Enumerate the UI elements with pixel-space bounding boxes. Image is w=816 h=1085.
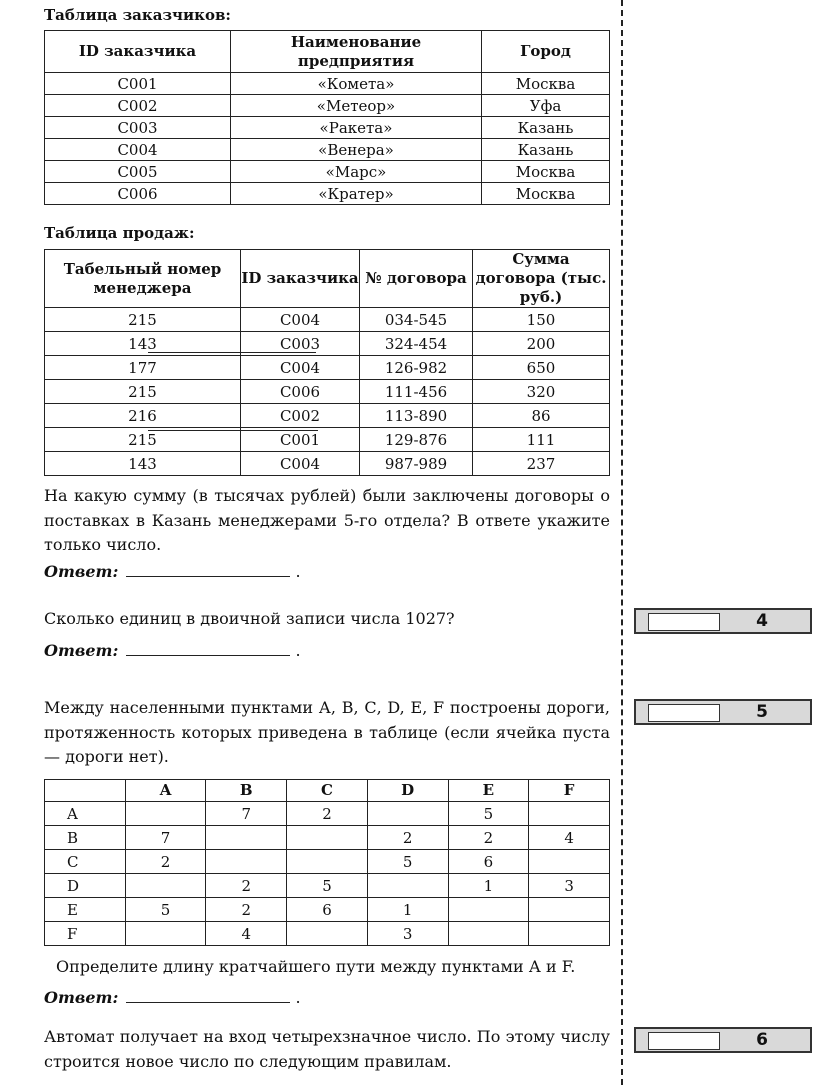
sales-cell: С003 (241, 332, 360, 356)
roads-cell: 6 (287, 898, 368, 922)
sales-cell: С004 (241, 452, 360, 476)
roads-cell: 7 (206, 802, 287, 826)
margin-divider (621, 0, 623, 1085)
sales-header-row (45, 250, 610, 308)
roads-header-cell: B (206, 780, 287, 802)
sales-header-cell: Сумма договора (тыс. руб.) (473, 250, 610, 308)
sales-cell: 111 (473, 428, 610, 452)
sales-row (45, 308, 610, 332)
sales-table-title: Таблица продаж: (44, 224, 195, 242)
customers-row (45, 183, 610, 205)
answer-box-5[interactable] (634, 699, 812, 725)
roads-cell: 2 (287, 802, 368, 826)
roads-header-row (45, 780, 610, 802)
question-3-answer: Ответ: . (44, 562, 301, 581)
roads-row (45, 826, 610, 850)
sales-table (44, 249, 610, 476)
customers-cell: «Ракета» (231, 117, 482, 139)
roads-cell (529, 802, 610, 826)
roads-cell (529, 898, 610, 922)
customers-cell: «Марс» (231, 161, 482, 183)
customers-cell: С005 (45, 161, 231, 183)
roads-header-cell: F (529, 780, 610, 802)
roads-cell (287, 826, 368, 850)
roads-cell: 2 (448, 826, 529, 850)
roads-cell (287, 850, 368, 874)
sales-cell: 86 (473, 404, 610, 428)
roads-cell: E (45, 898, 126, 922)
roads-cell (367, 802, 448, 826)
roads-cell: 3 (529, 874, 610, 898)
sales-cell: 034-545 (360, 308, 473, 332)
customers-cell: С003 (45, 117, 231, 139)
sales-cell: 143 (45, 452, 241, 476)
answer-box-field[interactable] (648, 1032, 720, 1050)
answer-box-field[interactable] (648, 613, 720, 631)
sales-row (45, 332, 610, 356)
question-4-answer: Ответ: . (44, 641, 301, 660)
roads-header-cell: C (287, 780, 368, 802)
customers-row (45, 117, 610, 139)
customers-row (45, 95, 610, 117)
customers-cell: «Кратер» (231, 183, 482, 205)
customers-row (45, 161, 610, 183)
roads-row (45, 874, 610, 898)
roads-cell: 2 (206, 898, 287, 922)
customers-cell: Москва (482, 73, 610, 95)
sales-cell: 215 (45, 380, 241, 404)
roads-cell: 2 (125, 850, 206, 874)
roads-cell: 5 (448, 802, 529, 826)
sales-cell: С002 (241, 404, 360, 428)
roads-cell: 4 (206, 922, 287, 946)
roads-cell: 4 (529, 826, 610, 850)
answer-label: Ответ: (44, 562, 119, 581)
customers-table-title: Таблица заказчиков: (44, 6, 231, 24)
roads-row (45, 850, 610, 874)
answer-label: Ответ: (44, 641, 119, 660)
question-5-question: Определите длину кратчайшего пути между пунктами А и F. (56, 957, 576, 976)
roads-header-cell: A (125, 780, 206, 802)
task-number: 4 (756, 611, 768, 631)
sales-cell: 215 (45, 428, 241, 452)
roads-cell (529, 922, 610, 946)
sales-cell: 177 (45, 356, 241, 380)
roads-cell (206, 826, 287, 850)
sales-row (45, 452, 610, 476)
roads-cell: 1 (448, 874, 529, 898)
sales-cell: 113-890 (360, 404, 473, 428)
sales-cell: 650 (473, 356, 610, 380)
sales-cell: 111-456 (360, 380, 473, 404)
roads-cell: 5 (367, 850, 448, 874)
roads-cell (125, 874, 206, 898)
customers-cell: С002 (45, 95, 231, 117)
sales-cell: 215 (45, 308, 241, 332)
sales-header-cell: № договора (360, 250, 473, 308)
question-5-answer: Ответ: . (44, 988, 301, 1007)
customers-cell: Уфа (482, 95, 610, 117)
question-6-text: Автомат получает на вход четырехзначное число. По этому числу строится новое число по следующим правилам. (44, 1027, 610, 1071)
sales-row (45, 380, 610, 404)
answer-box-6[interactable] (634, 1027, 812, 1053)
roads-cell: B (45, 826, 126, 850)
answer-input-line[interactable] (126, 562, 290, 577)
sales-cell: 324-454 (360, 332, 473, 356)
customers-header-cell: Наименование предприятия (231, 31, 482, 73)
customers-header-row (45, 31, 610, 73)
roads-cell (367, 874, 448, 898)
roads-cell: 3 (367, 922, 448, 946)
customers-cell: «Комета» (231, 73, 482, 95)
customers-cell: «Венера» (231, 139, 482, 161)
roads-cell: A (45, 802, 126, 826)
sales-cell: С001 (241, 428, 360, 452)
answer-box-4[interactable] (634, 608, 812, 634)
sales-header-cell: Табельный номер менеджера (45, 250, 241, 308)
customers-cell: С006 (45, 183, 231, 205)
sales-row (45, 356, 610, 380)
customers-row (45, 139, 610, 161)
roads-cell: 2 (367, 826, 448, 850)
roads-cell (448, 898, 529, 922)
customers-header-cell: ID заказчика (45, 31, 231, 73)
sales-cell: 126-982 (360, 356, 473, 380)
roads-cell: 5 (287, 874, 368, 898)
task-number: 5 (756, 702, 768, 722)
customers-cell: «Метеор» (231, 95, 482, 117)
question-3-text: На какую сумму (в тысячах рублей) были заключены договоры о поставках в Казань менеджерами 5-го отдела? В ответе укажите только число. (44, 486, 610, 554)
answer-label: Ответ: (44, 988, 119, 1007)
roads-cell (529, 850, 610, 874)
answer-input-line[interactable] (126, 988, 290, 1003)
roads-cell (287, 922, 368, 946)
pen-stroke (148, 352, 316, 353)
roads-row (45, 922, 610, 946)
roads-cell (206, 850, 287, 874)
roads-cell: 1 (367, 898, 448, 922)
customers-cell: Москва (482, 161, 610, 183)
sales-cell: 129-876 (360, 428, 473, 452)
sales-cell: 237 (473, 452, 610, 476)
sales-cell: 150 (473, 308, 610, 332)
sales-row (45, 404, 610, 428)
customers-cell: Казань (482, 117, 610, 139)
answer-input-line[interactable] (126, 641, 290, 656)
sales-cell: 216 (45, 404, 241, 428)
task-number: 6 (756, 1030, 768, 1050)
roads-table (44, 779, 610, 946)
question-5-text: Между населенными пунктами А, В, С, D, Е, F построены дороги, протяженность которых приведена в таблице (если ячейка пуста — дороги нет). (44, 698, 610, 766)
customers-row (45, 73, 610, 95)
sales-cell: С006 (241, 380, 360, 404)
roads-cell: 6 (448, 850, 529, 874)
roads-header-cell (45, 780, 126, 802)
sales-header-cell: ID заказчика (241, 250, 360, 308)
sales-cell: 200 (473, 332, 610, 356)
customers-cell: С001 (45, 73, 231, 95)
sales-cell: 987-989 (360, 452, 473, 476)
customers-cell: Москва (482, 183, 610, 205)
roads-header-cell: D (367, 780, 448, 802)
sales-cell: 143 (45, 332, 241, 356)
roads-cell: 7 (125, 826, 206, 850)
roads-row (45, 802, 610, 826)
customers-header-cell: Город (482, 31, 610, 73)
sales-row (45, 428, 610, 452)
roads-row (45, 898, 610, 922)
roads-cell: D (45, 874, 126, 898)
roads-header-cell: E (448, 780, 529, 802)
answer-box-field[interactable] (648, 704, 720, 722)
roads-cell (125, 802, 206, 826)
sales-cell: 320 (473, 380, 610, 404)
customers-cell: С004 (45, 139, 231, 161)
roads-cell: C (45, 850, 126, 874)
sales-cell: С004 (241, 356, 360, 380)
customers-cell: Казань (482, 139, 610, 161)
roads-cell (448, 922, 529, 946)
customers-table (44, 30, 610, 205)
roads-cell: 5 (125, 898, 206, 922)
question-4-text: Сколько единиц в двоичной записи числа 1027? (44, 609, 455, 628)
sales-cell: С004 (241, 308, 360, 332)
pen-stroke (148, 430, 318, 431)
roads-cell (125, 922, 206, 946)
roads-cell: 2 (206, 874, 287, 898)
roads-cell: F (45, 922, 126, 946)
